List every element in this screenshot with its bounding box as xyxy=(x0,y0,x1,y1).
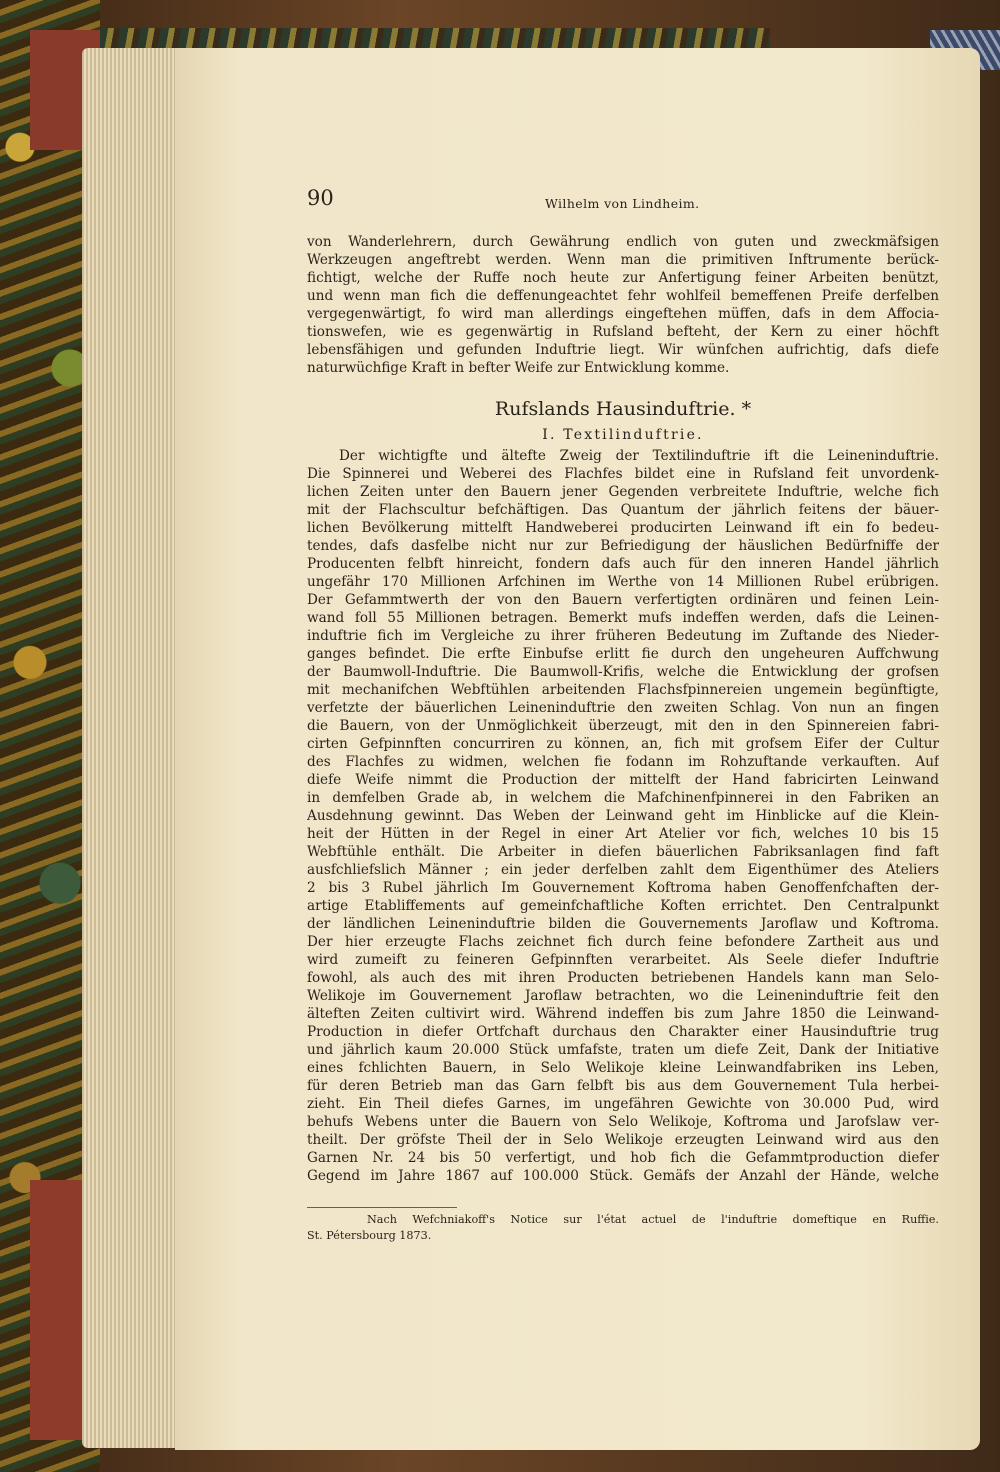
text-line: ganges befindet. Die erfte Einbufse erlitt fie durch den ungeheuren Auffchwung xyxy=(307,646,939,662)
text-line: cirten Gefpinnften concurriren zu können, an, fich mit grofsem Eifer der Cultur xyxy=(307,736,939,752)
text-line: ausfchliefslich Männer ; ein jeder derfelben zahlt dem Eigenthümer des Ateliers xyxy=(307,862,939,878)
text-line: von Wanderlehrern, durch Gewährung endlich von guten und zweckmäfsigen xyxy=(307,234,939,250)
footnote xyxy=(307,1212,939,1244)
text-line: Gegend im Jahre 1867 auf 100.000 Stück. Gemäfs der Anzahl der Hände, welche xyxy=(307,1168,939,1184)
footnote-line: St. Pétersbourg 1873. xyxy=(307,1229,432,1242)
text-line: artige Etabliffements auf gemeinfchaftliche Koften errichtet. Den Centralpunkt xyxy=(307,898,939,914)
text-line: behufs Webens unter die Bauern von Selo Welikoje, Koftroma und Jarofslaw ver- xyxy=(307,1114,939,1130)
text-line: lichen Zeiten unter den Bauern jener Gegenden verbreitete Induftrie, welche fich xyxy=(307,484,939,500)
text-line: älteften Zeiten cultivirt wird. Während indeffen bis zum Jahre 1850 die Leinwand- xyxy=(307,1006,939,1022)
text-line: zieht. Ein Theil diefes Garnes, im ungefähren Gewichte von 30.000 Pud, wird xyxy=(307,1096,939,1112)
text-line: Der hier erzeugte Flachs zeichnet fich durch feine befondere Zartheit aus und xyxy=(307,934,939,950)
text-line: lebensfähigen und gefunden Induftrie liegt. Wir wünfchen aufrichtig, dafs diefe xyxy=(307,342,939,358)
text-line: der ländlichen Leineninduftrie bilden die Gouvernements Jaroflaw und Koftroma. xyxy=(307,916,939,932)
text-line: und jährlich kaum 20.000 Stück umfafste, traten um diefe Zeit, Dank der Initiative xyxy=(307,1042,939,1058)
text-line: theilt. Der gröfste Theil der in Selo Welikoje erzeugten Leinwand wird aus den xyxy=(307,1132,939,1148)
section-title: Rufslands Hausinduftrie. * xyxy=(494,398,752,420)
text-line: Der wichtigfte und ältefte Zweig der Textilinduftrie ift die Leineninduftrie. xyxy=(339,448,939,464)
text-line: der Baumwoll-Induftrie. Die Baumwoll-Krifis, welche die Entwicklung der grofsen xyxy=(307,664,939,680)
text-line: Ausdehnung gewinnt. Das Weben der Leinwand geht im Hinblicke auf die Klein- xyxy=(307,808,939,824)
text-line: des Flachfes zu widmen, welchen fie fodann im Rohzuftande verkauften. Auf xyxy=(307,754,939,770)
text-line: Die Spinnerei und Weberei des Flachfes bildet eine in Rufsland feit unvordenk- xyxy=(307,466,939,482)
text-line: vergegenwärtigt, fo wird man allerdings eingeftehen müffen, dafs in dem Affocia- xyxy=(307,306,939,322)
text-line: in demfelben Grade ab, in welchem die Mafchinenfpinnerei in den Fabriken an xyxy=(307,790,939,806)
text-line: für deren Betrieb man das Garn felbft bis aus dem Gouvernement Tula herbei- xyxy=(307,1078,939,1094)
text-line: Welikoje im Gouvernement Jaroflaw betrachten, wo die Leineninduftrie feit den xyxy=(307,988,939,1004)
footnote-line: Nach Wefchniakoff's Notice sur l'état actuel de l'induftrie domeftique en Ruffie. xyxy=(367,1213,939,1226)
text-line: wird zumeift zu feineren Gefpinnften verarbeitet. Als Seele diefer Induftrie xyxy=(307,952,939,968)
text-line: naturwüchfige Kraft in befter Weife zur Entwicklung komme. xyxy=(307,360,730,376)
text-line: verfetzte der bäuerlichen Leineninduftrie den zweiten Schlag. Von nun an fingen xyxy=(307,700,939,716)
text-line: Garnen Nr. 24 bis 50 verfertigt, und hob fich die Gefammtproduction diefer xyxy=(307,1150,939,1166)
text-line: heit der Hütten in der Regel in einer Art Atelier vor fich, welches 10 bis 15 xyxy=(307,826,939,842)
text-line: induftrie fich im Vergleiche zu ihrer früheren Bedeutung im Zuftande des Nieder- xyxy=(307,628,939,644)
text-line: tionswefen, wie es gegenwärtig in Rufsland befteht, der Kern zu einer höchft xyxy=(307,324,939,340)
text-line: 2 bis 3 Rubel jährlich Im Gouvernement Koftroma haben Genoffenfchaften der- xyxy=(307,880,939,896)
text-line: Werkzeugen angeftrebt werden. Wenn man die primitiven Inftrumente berück- xyxy=(307,252,939,268)
text-line: Production in diefer Ortfchaft durchaus den Charakter einer Hausinduftrie trug xyxy=(307,1024,939,1040)
page-header xyxy=(307,186,937,216)
text-line: Der Gefammtwerth der von den Bauern verfertigten ordinären und feinen Lein- xyxy=(307,592,939,608)
text-line: diefe Weife nimmt die Production der mittelft der Hand fabricirten Leinwand xyxy=(307,772,939,788)
text-line: fichtigt, welche der Ruffe noch heute zur Anfertigung feiner Arbeiten benützt, xyxy=(307,270,939,286)
text-line: Webftühle enthält. Die Arbeiter in diefen bäuerlichen Fabriksanlagen find faft xyxy=(307,844,939,860)
text-line: tendes, dafs dasfelbe nicht nur zur Befriedigung der häuslichen Bedürfniffe der xyxy=(307,538,939,554)
section-subtitle: I. Textilinduftrie. xyxy=(542,427,704,443)
text-line: fowohl, als auch des mit ihren Producten betriebenen Handels kann man Selo- xyxy=(307,970,939,986)
page-stack-edges xyxy=(82,48,182,1448)
text-line: und wenn man fich die deffenungeachtet fehr wohlfeil bemeffenen Preife derfelben xyxy=(307,288,939,304)
intro-paragraph xyxy=(307,233,939,377)
text-line: die Bauern, von der Unmöglichkeit überzeugt, mit den in den Spinnereien fabri- xyxy=(307,718,939,734)
text-line: mit mechanifchen Webftühlen arbeitenden Flachsfpinnereien ungemein begünftigte, xyxy=(307,682,939,698)
text-line: eines fchlichten Bauern, in Selo Welikoje kleine Leinwandfabriken ins Leben, xyxy=(307,1060,939,1076)
body-paragraph xyxy=(307,447,939,1185)
running-head: Wilhelm von Lindheim. xyxy=(545,196,700,211)
text-line: ungefähr 170 Millionen Arfchinen im Werthe von 14 Millionen Rubel erübrigen. xyxy=(307,574,939,590)
text-line: wand foll 55 Millionen betragen. Bemerkt mufs indeffen werden, dafs die Leinen- xyxy=(307,610,939,626)
page-number: 90 xyxy=(307,186,334,210)
text-line: lichen Bevölkerung mittelft Handweberei producirten Leinwand ift ein fo bedeu- xyxy=(307,520,939,536)
text-line: Producenten felbft hinreicht, fondern dafs auch für den inneren Handel jährlich xyxy=(307,556,939,572)
text-line: mit der Flachscultur befchäftigen. Das Quantum der jährlich feitens der bäuer- xyxy=(307,502,939,518)
footnote-rule xyxy=(307,1207,457,1208)
